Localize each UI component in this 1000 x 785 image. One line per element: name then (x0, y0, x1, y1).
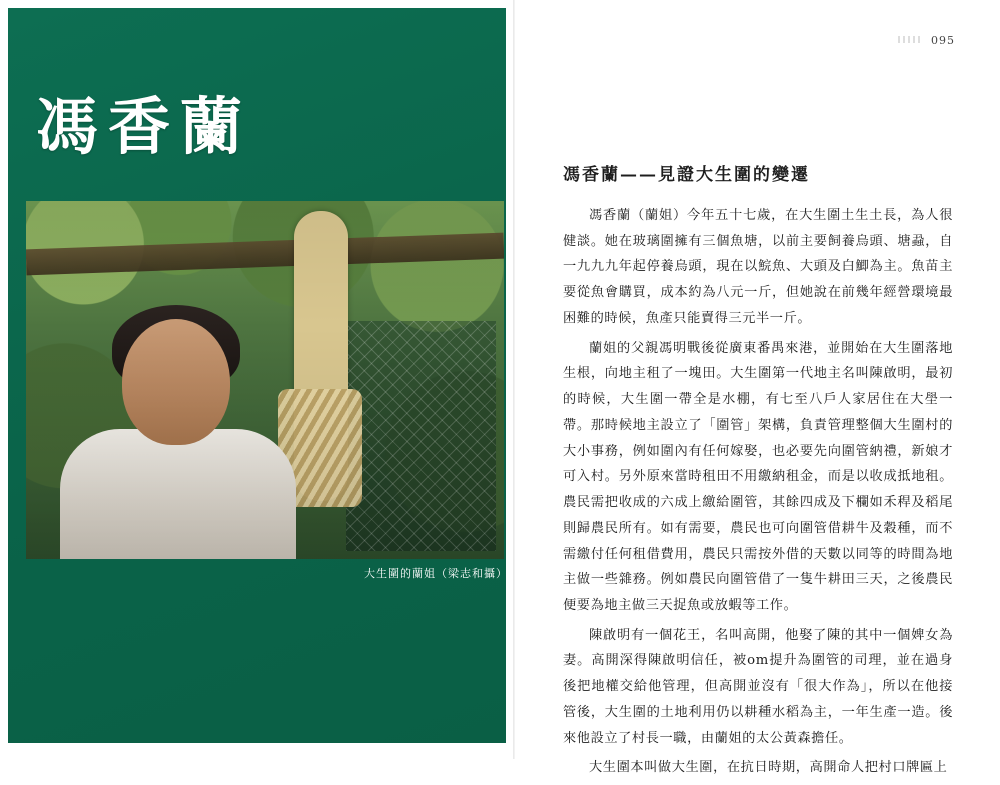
photo-caption: 大生圍的蘭姐（梁志和攝） (364, 567, 508, 580)
green-panel (8, 8, 506, 743)
page-title: 馮香蘭 (36, 90, 253, 163)
article-paragraph: 大生圍本叫做大生圍，在抗日時期，高開命人把村口牌匾上 (589, 760, 948, 776)
page-number-decoration (898, 36, 920, 43)
article-paragraph: 蘭姐的父親馮明戰後從廣東番禺來港，並開始在大生圍落地生根，向地主租了一塊田。大生圍第一代地主名叫陳啟明，最初的時候，大生圍一帶全是水棚，有七至八戶人家居住在大壆一帶。那時候地主設立了「圍管」架構，負責管理整個大生圍村的大小事務，例如圍內有任何嫁娶，也必要先向圍管納禮，新娘才可入村。另外原來當時租田不用繳納租金，而是以收成抵地租。農民需把收成的六成上繳給圍管，其餘四成及下欄如禾稈及稻尾則歸農民所有。如有需要，農民也可向圍管借耕牛及穀種，而不需繳付任何租借費用，農民只需按外借的天數以同等的時間為地主做一些雜務。例如農民向圍管借了一隻牛耕田三天，之後農民便要為地主做三天捉魚或放蝦等工作。 (563, 340, 953, 614)
article-paragraph: 馮香蘭（蘭姐）今年五十七歲，在大生圍土生土長，為人很健談。她在玻璃圍擁有三個魚塘，以前主要飼養烏頭、塘蝨，自一九九九年起停養烏頭，現在以鯇魚、大頭及白鯽為主。魚苗主要從魚會購買，成本約為八元一斤，但她說在前幾年經營環境最困難的時候，魚產只能賣得三元半一斤。 (563, 208, 953, 326)
article-body (563, 160, 953, 785)
portrait-photo (26, 201, 504, 559)
left-page (0, 0, 515, 759)
right-page (515, 0, 1000, 776)
article-heading: 馮香蘭——見證大生圍的變遷 (563, 165, 810, 185)
page-number: 095 (931, 34, 955, 47)
article-paragraph: 陳啟明有一個花王，名叫高開，他娶了陳的其中一個婢女為妻。高開深得陳啟明信任，被om提升為圍管的司理，並在過身後把地權交給他管理，但高開並沒有「很大作為」，所以在他接管後，大生圍的土地利用仍以耕種水稻為主，一年生產一造。後來他設立了村長一職，由蘭姐的太公黃森擔任。 (563, 627, 953, 746)
photo-vignette (26, 201, 504, 559)
